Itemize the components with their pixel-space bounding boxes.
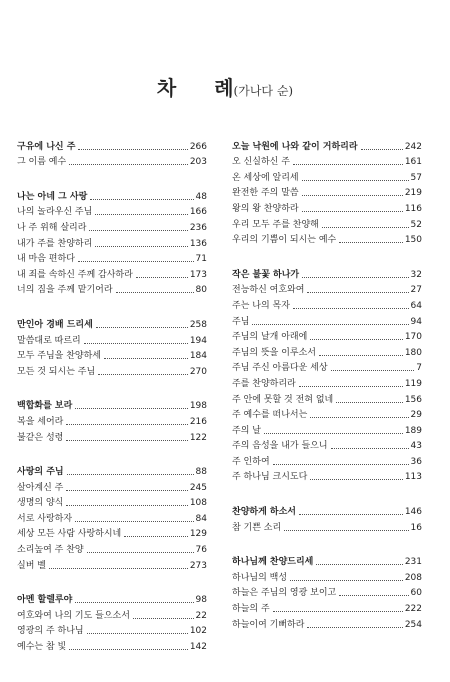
toc-entry-title: 모두 주님을 찬양하세 xyxy=(17,351,101,362)
toc-entry[interactable] xyxy=(232,265,422,281)
toc-entry[interactable] xyxy=(232,518,422,534)
toc-entry-page: 32 xyxy=(410,269,422,280)
toc-left-column xyxy=(17,137,207,672)
toc-entry-page: 108 xyxy=(189,498,207,509)
toc-entry-page: 236 xyxy=(189,222,207,233)
toc-entry-title: 나 주 위해 살리라 xyxy=(17,222,87,233)
toc-entry-page: 150 xyxy=(404,235,422,246)
toc-entry-page: 57 xyxy=(410,172,422,183)
toc-entry-page: 254 xyxy=(404,619,422,630)
toc-entry-title: 주는 나의 목자 xyxy=(232,300,290,311)
toc-entry[interactable] xyxy=(17,622,207,638)
toc-entry-page: 16 xyxy=(410,522,422,533)
dot-leader xyxy=(66,490,187,491)
toc-entry-title: 오 신실하신 주 xyxy=(232,157,290,168)
toc-entry-page: 142 xyxy=(189,642,207,653)
toc-entry-title: 주 하나님 크시도다 xyxy=(232,472,308,483)
toc-entry[interactable] xyxy=(232,137,422,153)
toc-entry[interactable] xyxy=(17,494,207,510)
toc-entry-page: 94 xyxy=(410,316,422,327)
toc-entry-title: 서로 사랑하자 xyxy=(17,513,73,524)
toc-group xyxy=(232,502,422,533)
dot-leader xyxy=(339,242,403,243)
toc-entry-page: 29 xyxy=(410,410,422,421)
toc-entry-title: 모든 것 되시는 주님 xyxy=(17,366,96,377)
dot-leader xyxy=(299,514,403,515)
toc-entry-page: 245 xyxy=(189,482,207,493)
dot-leader xyxy=(66,505,187,506)
dot-leader xyxy=(75,408,188,409)
toc-entry-page: 80 xyxy=(195,285,207,296)
toc-entry[interactable] xyxy=(17,331,207,347)
toc-entry[interactable] xyxy=(232,328,422,344)
toc-group xyxy=(232,553,422,631)
title-subtitle: (가나다 순) xyxy=(233,84,294,98)
toc-entry-page: 84 xyxy=(195,513,207,524)
dot-leader xyxy=(293,308,409,309)
toc-entry[interactable] xyxy=(17,137,207,153)
dot-leader xyxy=(273,611,403,612)
toc-entry[interactable] xyxy=(17,250,207,266)
toc-entry-page: 129 xyxy=(189,529,207,540)
toc-group xyxy=(17,591,207,653)
toc-entry-page: 194 xyxy=(189,335,207,346)
toc-entry-title: 아멘 할렐루야 xyxy=(17,595,73,606)
dot-leader xyxy=(302,195,403,196)
toc-entry-page: 170 xyxy=(404,332,422,343)
toc-entry[interactable] xyxy=(232,184,422,200)
toc-entry-page: 203 xyxy=(189,157,207,168)
toc-entry-page: 198 xyxy=(189,401,207,412)
toc-entry-page: 116 xyxy=(404,203,422,214)
dot-leader xyxy=(87,633,188,634)
toc-entry[interactable] xyxy=(17,153,207,169)
dot-leader xyxy=(252,324,408,325)
toc-entry-page: 36 xyxy=(410,456,422,467)
toc-entry-page: 60 xyxy=(410,588,422,599)
toc-entry-page: 22 xyxy=(195,610,207,621)
toc-entry-title: 오늘 낙원에 나와 같이 거하리라 xyxy=(232,141,358,152)
dot-leader xyxy=(299,386,403,387)
toc-entry-page: 258 xyxy=(189,319,207,330)
toc-entry[interactable] xyxy=(232,390,422,406)
toc-entry-title: 내 마음 편하다 xyxy=(17,254,75,265)
toc-entry-title: 하늘은 주님의 영광 보이고 xyxy=(232,588,337,599)
dot-leader xyxy=(124,536,188,537)
toc-entry-page: 119 xyxy=(404,378,422,389)
toc-entry-title: 참 기쁜 소리 xyxy=(232,522,282,533)
toc-entry-title: 하늘이여 기뻐하라 xyxy=(232,619,305,630)
toc-entry-page: 7 xyxy=(416,363,422,374)
dot-leader xyxy=(116,292,194,293)
toc-entry-title: 완전한 주의 말씀 xyxy=(232,188,299,199)
toc-entry-page: 219 xyxy=(404,188,422,199)
toc-entry-page: 161 xyxy=(404,157,422,168)
toc-entry-page: 122 xyxy=(189,432,207,443)
toc-group xyxy=(17,187,207,296)
toc-entry[interactable] xyxy=(17,509,207,525)
toc-entry[interactable] xyxy=(17,397,207,413)
toc-entry-page: 180 xyxy=(404,347,422,358)
toc-entry-title: 주님의 날개 아래에 xyxy=(232,332,308,343)
toc-entry[interactable] xyxy=(232,406,422,422)
dot-leader xyxy=(310,339,403,340)
dot-leader xyxy=(89,230,187,231)
dot-leader xyxy=(307,292,408,293)
toc-entry[interactable] xyxy=(17,315,207,331)
toc-entry-title: 만인아 경배 드리세 xyxy=(17,319,93,330)
toc-entry[interactable] xyxy=(232,452,422,468)
dot-leader xyxy=(310,479,403,480)
toc-entry-page: 166 xyxy=(189,207,207,218)
toc-entry[interactable] xyxy=(232,502,422,518)
toc-entry-page: 216 xyxy=(189,416,207,427)
toc-entry[interactable] xyxy=(17,556,207,572)
dot-leader xyxy=(331,370,415,371)
toc-entry[interactable] xyxy=(232,296,422,312)
toc-entry[interactable] xyxy=(17,203,207,219)
toc-entry-page: 76 xyxy=(195,545,207,556)
toc-entry-title: 말씀대로 따르리 xyxy=(17,335,81,346)
toc-entry-page: 146 xyxy=(404,507,422,518)
dot-leader xyxy=(49,568,188,569)
toc-entry-title: 하나님께 찬양드리세 xyxy=(232,557,314,568)
dot-leader xyxy=(104,358,188,359)
dot-leader xyxy=(322,227,409,228)
toc-entry-title: 생명의 양식 xyxy=(17,498,64,509)
toc-entry-page: 222 xyxy=(404,604,422,615)
toc-entry-title: 백합화를 보라 xyxy=(17,401,73,412)
dot-leader xyxy=(133,618,194,619)
toc-entry-page: 113 xyxy=(404,472,422,483)
toc-entry[interactable] xyxy=(17,606,207,622)
toc-entry[interactable] xyxy=(232,553,422,569)
dot-leader xyxy=(95,214,188,215)
dot-leader xyxy=(302,211,403,212)
toc-entry-page: 184 xyxy=(189,351,207,362)
toc-entry[interactable] xyxy=(17,347,207,363)
toc-entry[interactable] xyxy=(232,312,422,328)
toc-entry[interactable] xyxy=(232,168,422,184)
dot-leader xyxy=(284,530,408,531)
toc-entry[interactable] xyxy=(232,359,422,375)
dot-leader xyxy=(290,580,403,581)
toc-entry[interactable] xyxy=(232,615,422,631)
toc-entry[interactable] xyxy=(17,478,207,494)
toc-entry-page: 88 xyxy=(195,467,207,478)
dot-leader xyxy=(136,277,188,278)
dot-leader xyxy=(307,627,402,628)
toc-entry-title: 주님 xyxy=(232,316,250,327)
title-char-2: 례 xyxy=(214,76,234,100)
dot-leader xyxy=(302,180,409,181)
toc-entry[interactable] xyxy=(232,468,422,484)
toc-entry-title: 주님의 뜻을 이루소서 xyxy=(232,347,316,358)
toc-entry[interactable] xyxy=(232,281,422,297)
toc-entry-title: 주의 날 xyxy=(232,425,261,436)
toc-entry-title: 온 세상에 알리세 xyxy=(232,172,299,183)
toc-entry-title: 주 인하여 xyxy=(232,456,270,467)
dot-leader xyxy=(75,602,193,603)
toc-entry-title: 복을 세어라 xyxy=(17,416,64,427)
toc-entry-page: 102 xyxy=(189,626,207,637)
toc-entry-title: 하나님의 백성 xyxy=(232,572,288,583)
toc-entry[interactable] xyxy=(17,362,207,378)
dot-leader xyxy=(264,433,403,434)
toc-entry[interactable] xyxy=(17,428,207,444)
dot-leader xyxy=(84,343,188,344)
toc-entry-page: 242 xyxy=(404,141,422,152)
toc-entry[interactable] xyxy=(17,187,207,203)
toc-entry[interactable] xyxy=(232,374,422,390)
toc-entry-title: 하늘의 주 xyxy=(232,604,270,615)
dot-leader xyxy=(316,564,402,565)
toc-entry-page: 173 xyxy=(189,269,207,280)
dot-leader xyxy=(336,402,403,403)
toc-entry-page: 156 xyxy=(404,394,422,405)
toc-entry-title: 구유에 나신 주 xyxy=(17,141,76,152)
dot-leader xyxy=(331,448,409,449)
toc-entry-page: 52 xyxy=(410,219,422,230)
toc-entry-title: 소리높여 주 찬양 xyxy=(17,545,84,556)
toc-entry-page: 71 xyxy=(195,254,207,265)
toc-entry[interactable] xyxy=(17,637,207,653)
toc-entry-title: 작은 불꽃 하나가 xyxy=(232,269,300,280)
toc-entry-title: 전능하신 여호와여 xyxy=(232,285,305,296)
dot-leader xyxy=(302,277,408,278)
dot-leader xyxy=(310,417,408,418)
dot-leader xyxy=(78,261,194,262)
toc-entry-title: 예수는 참 빛 xyxy=(17,642,67,653)
toc-entry[interactable] xyxy=(17,412,207,428)
toc-entry-title: 여호와여 나의 기도 들으소서 xyxy=(17,610,130,621)
dot-leader xyxy=(67,474,194,475)
toc-entry-title: 찬양하게 하소서 xyxy=(232,507,296,518)
dot-leader xyxy=(96,327,188,328)
toc-entry-title: 세상 모든 사람 사랑하시네 xyxy=(17,529,122,540)
toc-entry[interactable] xyxy=(17,265,207,281)
toc-entry-title: 그 이름 예수 xyxy=(17,157,67,168)
dot-leader xyxy=(87,552,194,553)
toc-entry-title: 실버 벨 xyxy=(17,560,46,571)
toc-entry-title: 주 예수를 떠나서는 xyxy=(232,410,308,421)
dot-leader xyxy=(90,199,193,200)
toc-entry-title: 우리의 기쁨이 되시는 예수 xyxy=(232,235,337,246)
dot-leader xyxy=(69,649,188,650)
toc-entry-page: 64 xyxy=(410,300,422,311)
toc-entry[interactable] xyxy=(232,231,422,247)
dot-leader xyxy=(319,355,403,356)
toc-group xyxy=(232,137,422,246)
toc-group xyxy=(17,463,207,572)
toc-right-column xyxy=(232,137,422,650)
toc-entry-title: 살아계신 주 xyxy=(17,482,64,493)
toc-entry-page: 270 xyxy=(189,366,207,377)
toc-entry-page: 231 xyxy=(404,557,422,568)
toc-entry-page: 43 xyxy=(410,441,422,452)
toc-group xyxy=(17,137,207,168)
toc-entry[interactable] xyxy=(17,281,207,297)
toc-entry-title: 내 죄를 속하신 주께 감사하라 xyxy=(17,269,133,280)
dot-leader xyxy=(361,149,403,150)
toc-entry[interactable] xyxy=(232,584,422,600)
dot-leader xyxy=(75,521,194,522)
dot-leader xyxy=(95,246,188,247)
toc-entry-page: 266 xyxy=(189,141,207,152)
dot-leader xyxy=(98,374,188,375)
dot-leader xyxy=(293,164,403,165)
toc-entry-page: 27 xyxy=(410,285,422,296)
dot-leader xyxy=(69,164,188,165)
toc-entry-title: 영광의 주 하나님 xyxy=(17,626,84,637)
toc-entry-title: 주님 주신 아름다운 세상 xyxy=(232,363,328,374)
toc-entry-title: 주 안에 못할 것 전혀 없네 xyxy=(232,394,334,405)
toc-entry-title: 불같은 성령 xyxy=(17,432,64,443)
toc-entry-page: 136 xyxy=(189,238,207,249)
toc-entry[interactable] xyxy=(17,525,207,541)
toc-entry[interactable] xyxy=(232,421,422,437)
dot-leader xyxy=(339,595,408,596)
toc-group xyxy=(232,265,422,483)
toc-entry[interactable] xyxy=(17,463,207,479)
toc-entry[interactable] xyxy=(232,215,422,231)
toc-entry[interactable] xyxy=(232,437,422,453)
toc-entry-page: 208 xyxy=(404,572,422,583)
title-char-1: 차 xyxy=(156,76,177,100)
toc-entry[interactable] xyxy=(17,218,207,234)
toc-group xyxy=(17,315,207,377)
toc-entry[interactable] xyxy=(232,343,422,359)
toc-entry[interactable] xyxy=(232,599,422,615)
toc-entry-title: 주를 찬양하리라 xyxy=(232,378,296,389)
toc-entry-title: 사랑의 주님 xyxy=(17,467,64,478)
toc-entry-page: 98 xyxy=(195,595,207,606)
toc-entry-title: 나의 놀라우신 주님 xyxy=(17,207,93,218)
toc-entry[interactable] xyxy=(17,234,207,250)
toc-entry-title: 나는 아네 그 사랑 xyxy=(17,191,88,202)
page-title xyxy=(0,72,450,101)
toc-entry[interactable] xyxy=(17,540,207,556)
toc-entry-page: 273 xyxy=(189,560,207,571)
toc-group xyxy=(17,397,207,444)
toc-entry-title: 우리 모두 주를 찬양해 xyxy=(232,219,319,230)
toc-entry[interactable] xyxy=(232,153,422,169)
toc-entry-title: 내가 주를 찬양하리 xyxy=(17,238,93,249)
toc-entry-page: 189 xyxy=(404,425,422,436)
toc-entry[interactable] xyxy=(232,568,422,584)
toc-entry[interactable] xyxy=(232,199,422,215)
dot-leader xyxy=(66,424,187,425)
toc-entry-page: 48 xyxy=(195,191,207,202)
dot-leader xyxy=(78,149,187,150)
toc-entry-title: 왕의 왕 찬양하라 xyxy=(232,203,299,214)
toc-entry-title: 주의 음성을 내가 들으니 xyxy=(232,441,328,452)
toc-entry[interactable] xyxy=(17,591,207,607)
toc-entry-title: 너의 짐을 주께 맡기어라 xyxy=(17,285,113,296)
dot-leader xyxy=(66,440,187,441)
dot-leader xyxy=(273,464,409,465)
